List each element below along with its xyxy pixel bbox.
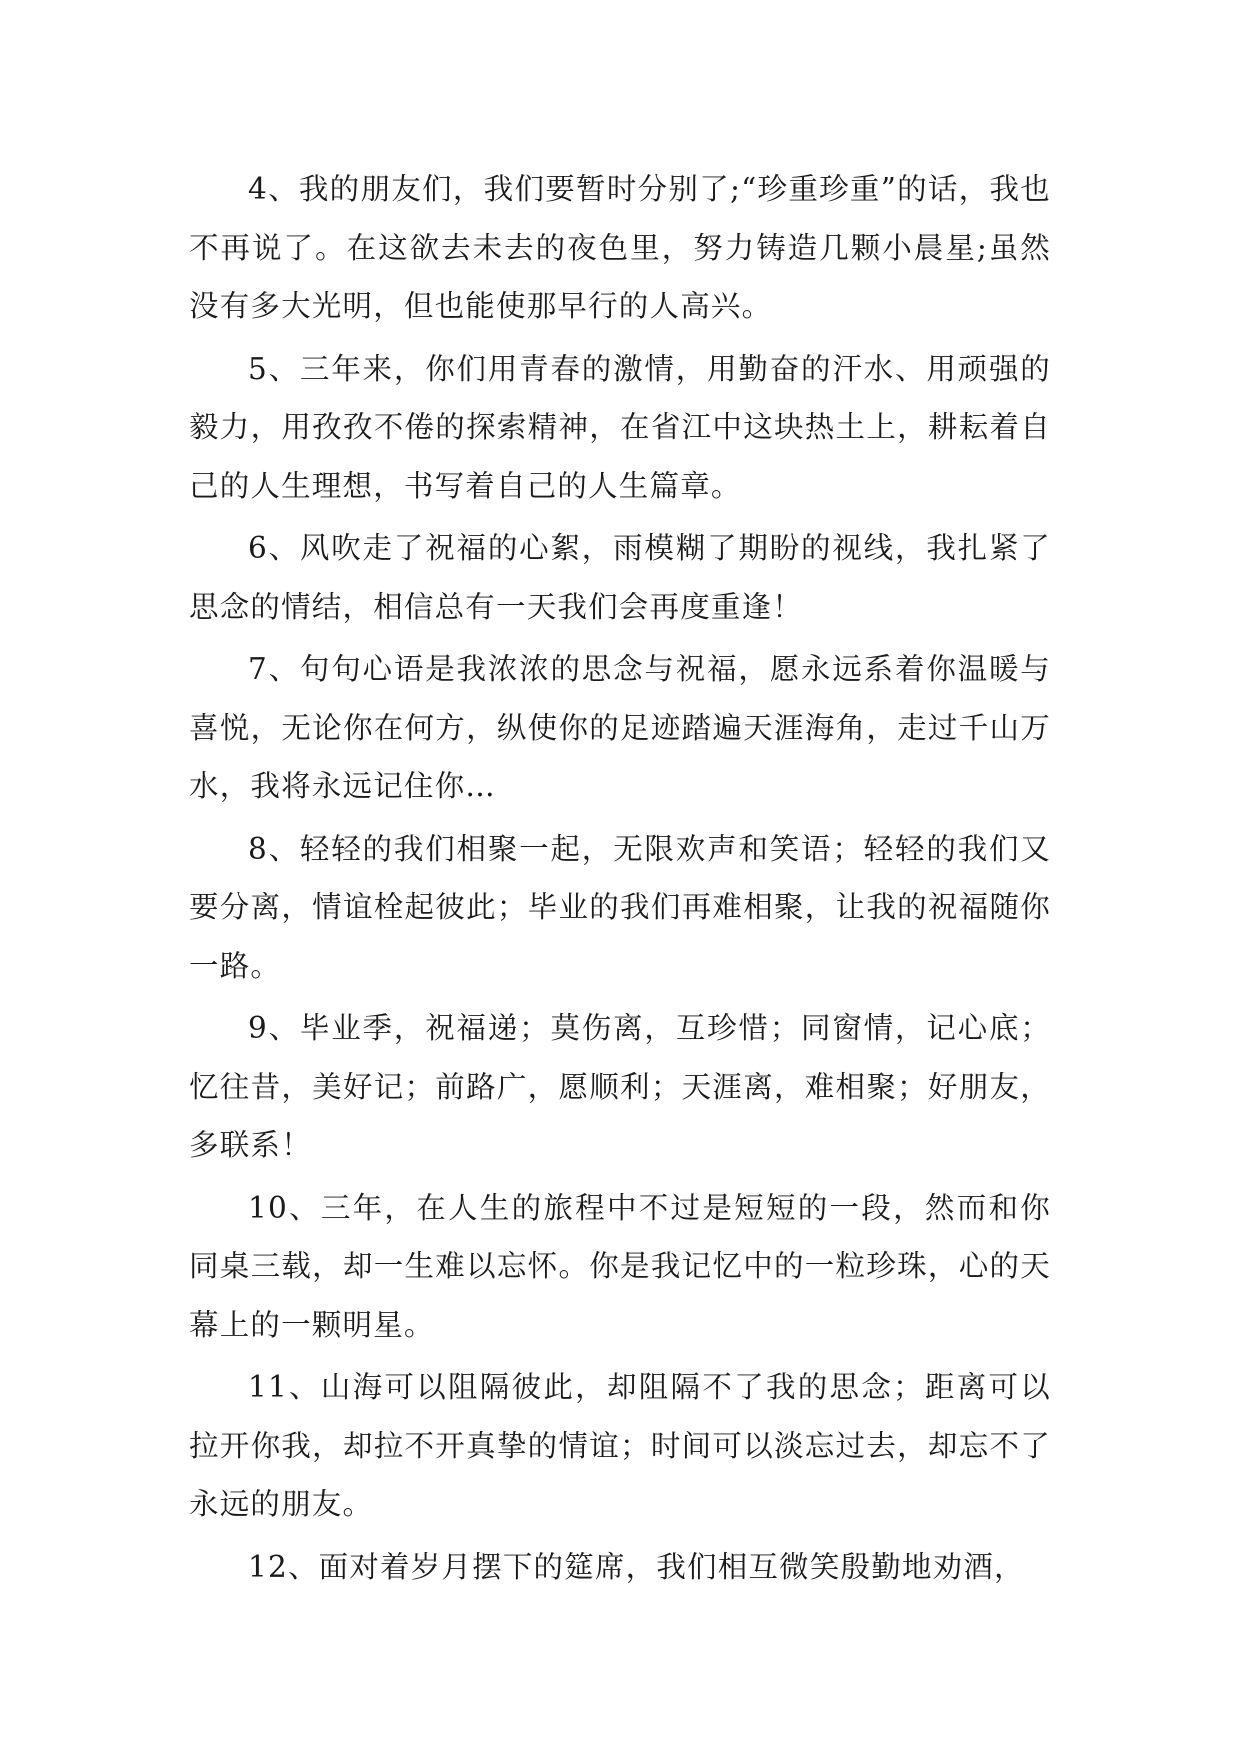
document-body <box>189 160 1051 1600</box>
paragraph-9: 9、毕业季，祝福递；莫伤离，互珍惜；同窗情，记心底；忆往昔，美好记；前路广，愿顺利；天涯离，难相聚；好朋友，多联系！ <box>189 1011 1051 1162</box>
paragraph-4: 4、我的朋友们，我们要暂时分别了;“珍重珍重”的话，我也不再说了。在这欲去未去的夜色里，努力铸造几颗小晨星;虽然没有多大光明，但也能使那早行的人高兴。 <box>189 172 1051 323</box>
paragraph-8: 8、轻轻的我们相聚一起，无限欢声和笑语；轻轻的我们又要分离，情谊栓起彼此；毕业的我们再难相聚，让我的祝福随你一路。 <box>189 831 1051 983</box>
paragraph-10: 10、三年，在人生的旅程中不过是短短的一段，然而和你同桌三载，却一生难以忘怀。你是我记忆中的一粒珍珠，心的天幕上的一颗明星。 <box>189 1190 1051 1342</box>
paragraph-12: 12、面对着岁月摆下的筵席，我们相互微笑殷勤地劝酒， <box>248 1549 1025 1584</box>
paragraph-6: 6、风吹走了祝福的心絮，雨模糊了期盼的视线，我扎紧了思念的情结，相信总有一天我们会再度重逢！ <box>189 531 1051 624</box>
paragraph-11: 11、山海可以阻隔彼此，却阻隔不了我的思念；距离可以拉开你我，却拉不开真挚的情谊；时间可以淡忘过去，却忘不了永远的朋友。 <box>189 1370 1051 1521</box>
paragraph-5: 5、三年来，你们用青春的激情，用勤奋的汗水、用顽强的毅力，用孜孜不倦的探索精神，在省江中这块热土上，耕耘着自己的人生理想，书写着自己的人生篇章。 <box>189 351 1051 503</box>
paragraph-7: 7、句句心语是我浓浓的思念与祝福，愿永远系着你温暖与喜悦，无论你在何方，纵使你的足迹踏遍天涯海角，走过千山万水，我将永远记住你… <box>189 652 1051 803</box>
